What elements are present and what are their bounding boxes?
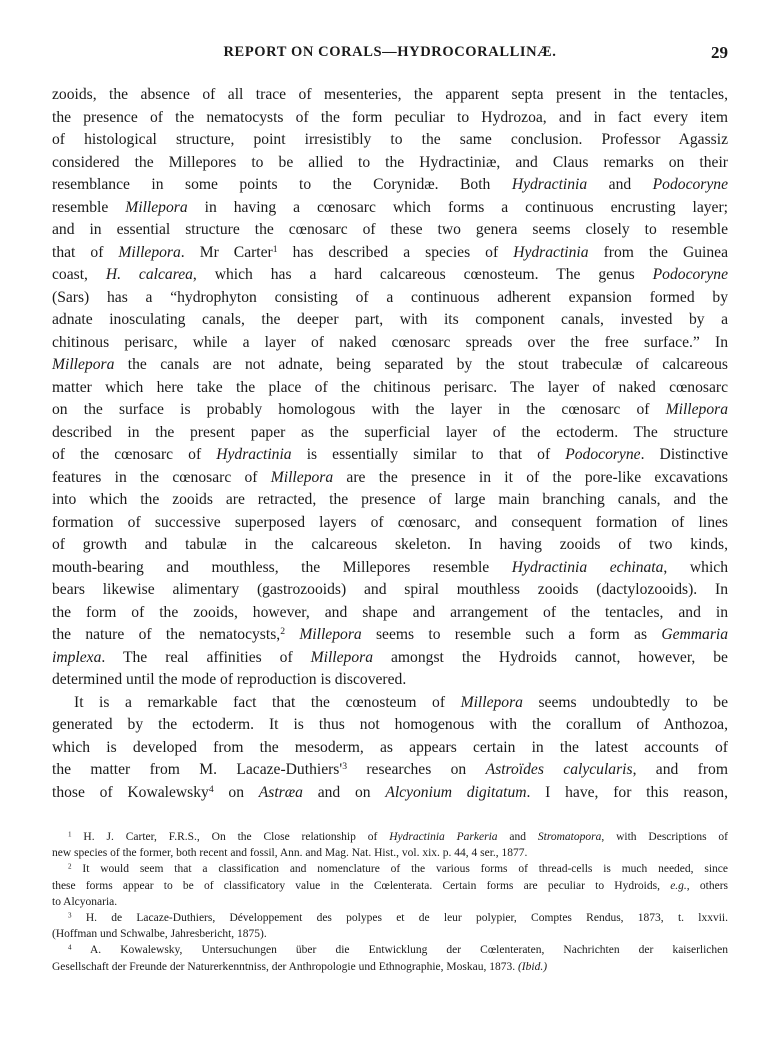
text-line xyxy=(52,759,728,782)
taxon-name: Hydractinia xyxy=(216,446,292,463)
text-run: researches on xyxy=(347,761,486,778)
text-line xyxy=(52,309,728,332)
text-run: and on xyxy=(302,783,386,801)
text-line xyxy=(52,602,728,625)
text-run: . The real affinities of xyxy=(101,648,311,666)
abbreviation: e.g. xyxy=(670,879,687,892)
taxon-name: Astroïdes calycularis xyxy=(485,761,633,778)
text-line xyxy=(52,422,728,445)
text-run: features in the cœnosarc of xyxy=(52,468,271,486)
taxon-name: Millepora xyxy=(125,198,188,216)
text-line xyxy=(52,557,728,580)
footnote-marker: 2 xyxy=(280,626,286,638)
text-run: (Hoffman und Schwalbe, Jahresbericht, 1875). xyxy=(52,928,267,941)
text-run: which is developed from the mesoderm, as appears certain in the latest accounts of xyxy=(52,738,728,756)
text-run: chitinous perisarc, while a layer of naked cœnosarc spreads over the free surface.” In xyxy=(52,333,728,351)
text-run: is essentially similar to that of xyxy=(291,446,566,463)
footnotes xyxy=(52,829,728,975)
text-line xyxy=(52,354,728,377)
text-run: amongst the Hydroids cannot, however, be xyxy=(373,648,728,666)
taxon-name: Hydractinia xyxy=(513,243,589,261)
text-run: the matter from M. Lacaze-Duthiers' xyxy=(52,761,343,778)
text-line xyxy=(52,399,728,422)
taxon-name: Millepora xyxy=(52,356,115,373)
text-run: , and from xyxy=(632,761,728,778)
text-run: the nature of the nematocysts, xyxy=(52,626,281,643)
footnote-line xyxy=(52,845,728,861)
footnote-line xyxy=(52,829,728,845)
text-run: seems undoubtedly to be xyxy=(522,693,728,711)
text-line xyxy=(52,647,728,670)
text-line xyxy=(52,84,728,107)
taxon-name: Hydractinia Parkeria xyxy=(389,831,498,843)
taxon-name: Astræa xyxy=(258,783,303,801)
text-run: the canals are not adnate, being separated by the stout trabeculæ of calcareous xyxy=(114,356,728,373)
text-run: (Sars) has a “hydrophyton consisting of a continuous adherent expansion formed by xyxy=(52,288,728,306)
taxon-name: Hydractinia echinata xyxy=(511,558,664,576)
body-text xyxy=(52,84,728,804)
text-run: seems to resemble such a form as xyxy=(361,626,662,643)
text-run xyxy=(285,626,299,643)
footnote-line xyxy=(52,926,728,942)
text-run: and xyxy=(587,176,653,193)
text-line xyxy=(52,219,728,242)
text-run: of the cœnosarc of xyxy=(52,446,217,463)
page-number: 29 xyxy=(711,43,728,62)
text-line xyxy=(52,129,728,152)
text-run: has described a species of xyxy=(277,243,514,261)
text-line xyxy=(52,534,728,557)
footnote-line xyxy=(52,878,728,894)
text-line xyxy=(52,669,728,692)
text-run: , which has a hard calcareous cœnosteum. The genus xyxy=(192,266,653,283)
text-run: that of xyxy=(52,243,119,261)
text-line xyxy=(52,332,728,355)
text-run: are the presence in it of the pore-like excavations xyxy=(333,468,728,486)
text-run: bears likewise alimentary (gastrozooids) and spiral mouthless zooids (dactylozooids). In xyxy=(52,581,728,598)
text-line xyxy=(52,714,728,737)
text-line xyxy=(52,467,728,490)
taxon-name: Millepora xyxy=(310,648,374,666)
text-line xyxy=(52,152,728,175)
text-run: the form of the zooids, however, and shape and arrangement of the tentacles, and in xyxy=(52,603,728,621)
text-line xyxy=(52,264,728,287)
taxon-name: Gemmaria xyxy=(661,626,729,643)
text-line xyxy=(52,624,728,647)
text-run: and xyxy=(497,831,538,843)
text-run: . Mr Carter xyxy=(180,243,273,261)
text-run: of histological structure, point irresistibly to the same conclusion. Professor Agassiz xyxy=(52,131,728,148)
text-line xyxy=(52,287,728,310)
text-run: , others xyxy=(686,879,728,892)
text-run: those of Kowalewsky xyxy=(52,783,209,801)
text-line xyxy=(52,174,728,197)
text-run: . Distinctive xyxy=(640,446,728,463)
text-run: resemble xyxy=(52,198,126,216)
text-run: Gesellschaft der Freunde der Naturerkenntniss, der Anthropologie und Ethnographie, Moskau, 1873. xyxy=(52,960,518,973)
text-run: the presence of the nematocysts of the form peculiar to Hydrozoa, and in fact every item xyxy=(52,108,728,126)
footnote-line xyxy=(52,894,728,910)
text-run: generated by the ectoderm. It is thus not homogenous with the corallum of Anthozoa, xyxy=(52,716,728,733)
footnote-marker: 1 xyxy=(68,830,72,839)
text-run: described in the present paper as the superficial layer of the ectoderm. The structure xyxy=(52,423,728,441)
text-run: of growth and tabulæ in the calcareous skeleton. In having zooids of two kinds, xyxy=(52,536,728,553)
text-run: into which the zooids are retracted, the presence of large main branching canals, and the xyxy=(52,491,728,508)
text-run: coast, xyxy=(52,266,106,283)
taxon-name: Hydractinia xyxy=(511,176,588,193)
text-run: adnate inosculating canals, the deeper part, with its component canals, invested by a xyxy=(52,311,728,328)
text-line xyxy=(52,692,728,715)
text-run: on the surface is probably homologous with the layer in the cœnosarc of xyxy=(52,401,666,418)
text-line xyxy=(52,107,728,130)
text-run: formation of successive superposed layers of cœnosarc, and consequent formation of lines xyxy=(52,513,728,531)
footnote-marker: 2 xyxy=(68,862,72,871)
text-line xyxy=(52,197,728,220)
taxon-name: Podocoryne xyxy=(652,176,728,193)
running-title: REPORT ON CORALS—HYDROCORALLINÆ. xyxy=(223,44,557,60)
text-line xyxy=(52,737,728,760)
taxon-name: Alcyonium digitatum xyxy=(385,783,527,801)
text-run: H. de Lacaze-Duthiers, Développement des polypes et de leur polypier, Comptes Rendus, 1873, t. lxxvii. xyxy=(71,911,728,924)
text-run: considered the Millepores to be allied to the Hydractiniæ, and Claus remarks on their xyxy=(52,153,728,171)
footnote-marker: 4 xyxy=(208,783,214,795)
text-run: H. J. Carter, F.R.S., On the Close relationship of xyxy=(71,831,390,843)
footnote-line xyxy=(52,959,728,975)
taxon-name: Podocoryne xyxy=(565,446,641,463)
text-line xyxy=(52,579,728,602)
footnote-marker: 3 xyxy=(68,911,72,920)
footnote-line xyxy=(52,942,728,958)
footnote-marker: 3 xyxy=(342,761,348,773)
text-run: these forms appear to be of classificatory value in the Cœlenterata. Certain forms are peculiar to Hydroids, xyxy=(52,879,671,892)
taxon-name: H. calcarea xyxy=(105,266,193,283)
page-header xyxy=(52,44,728,68)
taxon-name: Millepora xyxy=(665,401,728,418)
text-run: in having a cœnosarc which forms a continuous encrusting layer; xyxy=(187,198,729,216)
text-line xyxy=(52,489,728,512)
text-run: It would seem that a classification and nomenclature of the various forms of thread-cells is much needed, since xyxy=(71,863,728,876)
text-run: It is a remarkable fact that the cœnosteum of xyxy=(74,693,461,711)
text-run: , which xyxy=(663,558,729,576)
taxon-name: Stromatopora xyxy=(537,831,602,843)
taxon-name: Millepora xyxy=(118,243,181,261)
footnote-line xyxy=(52,861,728,877)
text-run: , with Descriptions of xyxy=(601,831,729,843)
taxon-name: Millepora xyxy=(270,468,334,486)
text-run: A. Kowalewsky, Untersuchungen über die Entwicklung der Cœlenteraten, Nachrichten der kaiserlichen xyxy=(71,944,728,957)
taxon-name: Millepora xyxy=(460,693,523,711)
text-run: on xyxy=(213,783,259,801)
taxon-name: implexa xyxy=(52,648,102,666)
text-line xyxy=(52,782,728,805)
footnote-marker: 4 xyxy=(68,943,72,952)
text-line xyxy=(52,242,728,265)
text-run: new species of the former, both recent and fossil, Ann. and Mag. Nat. Hist., vol. xix. p. 44, 4 ser., 1877. xyxy=(52,847,528,860)
text-run: from the Guinea xyxy=(588,243,729,261)
text-run: to Alcyonaria. xyxy=(52,895,118,908)
footnote-line xyxy=(52,910,728,926)
text-line xyxy=(52,444,728,467)
text-line xyxy=(52,512,728,535)
text-run: and in essential structure the cœnosarc of these two genera seems closely to resemble xyxy=(52,221,728,238)
taxon-name: Millepora xyxy=(299,626,362,643)
citation-reference: (Ibid.) xyxy=(517,960,548,973)
taxon-name: Podocoryne xyxy=(652,266,728,283)
footnote-marker: 1 xyxy=(272,243,278,255)
text-line xyxy=(52,377,728,400)
text-run: determined until the mode of reproduction is discovered. xyxy=(52,671,407,688)
text-run: zooids, the absence of all trace of mesenteries, the apparent septa present in the tentacles, xyxy=(52,86,728,103)
text-run: mouth-bearing and mouthless, the Millepores resemble xyxy=(52,558,512,576)
text-run: resemblance in some points to the Corynidæ. Both xyxy=(52,176,512,193)
text-run: matter which here take the place of the chitinous perisarc. The layer of naked cœnosarc xyxy=(52,378,728,396)
text-run: . I have, for this reason, xyxy=(526,783,729,801)
